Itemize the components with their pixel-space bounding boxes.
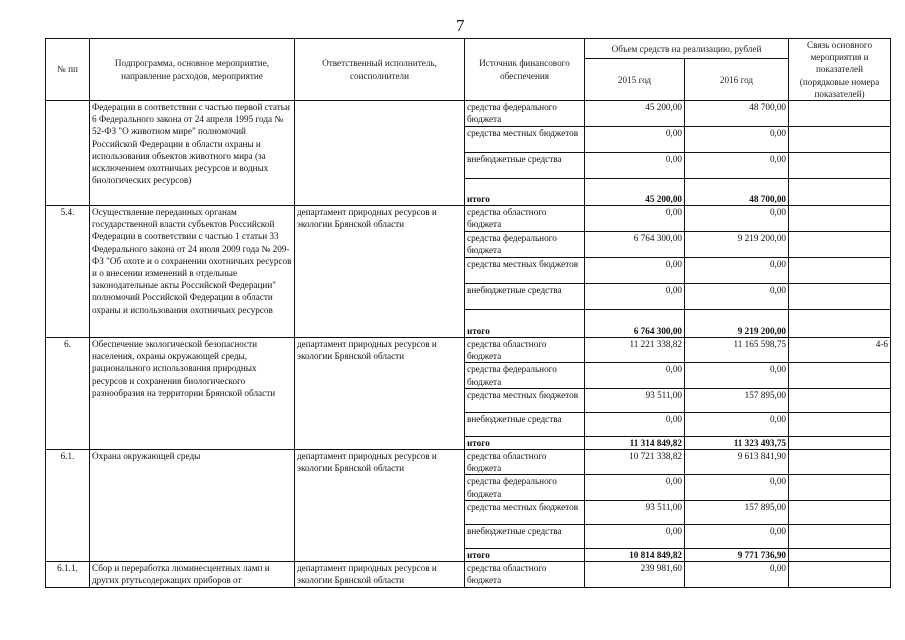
item-description: Сбор и переработка люминесцентных ламп и других ртутьсодержащих приборов от — [90, 562, 295, 588]
indicator-link — [789, 450, 891, 475]
indicator-link — [789, 127, 891, 153]
item-number: 6.1. — [46, 450, 90, 562]
indicator-link: 4-6 — [789, 338, 891, 363]
item-description: Федерации в соответствии с частью первой статьи 6 Федерального закона от 24 апреля 1995 года № 52-ФЗ "О животном мире" полномочий Российской Федерации в области охраны и использования объектов животного мира (за исключением охотничьих ресурсов и водных биологических ресурсов) — [90, 101, 295, 206]
indicator-link — [789, 500, 891, 524]
amount-2016: 48 700,00 — [685, 179, 789, 206]
header-link: Связь основного мероприятия и показателей (порядковые номера показателей) — [789, 39, 891, 101]
amount-2016: 0,00 — [685, 412, 789, 436]
amount-2015: 45 200,00 — [585, 101, 685, 127]
indicator-link — [789, 179, 891, 206]
funding-source: средства местных бюджетов — [465, 258, 585, 284]
item-executor: департамент природных ресурсов и экологии Брянской области — [295, 562, 465, 588]
header-2016: 2016 год — [685, 59, 789, 101]
table-row — [46, 101, 891, 127]
indicator-link — [789, 562, 891, 588]
funding-source: средства областного бюджета — [465, 338, 585, 363]
item-number: 6. — [46, 338, 90, 450]
amount-2016: 0,00 — [685, 127, 789, 153]
indicator-link — [789, 284, 891, 310]
amount-2015: 45 200,00 — [585, 179, 685, 206]
indicator-link — [789, 101, 891, 127]
amount-2016: 0,00 — [685, 258, 789, 284]
funding-source: средства федерального бюджета — [465, 475, 585, 500]
amount-2015: 0,00 — [585, 127, 685, 153]
page-number: 7 — [456, 16, 465, 35]
item-executor — [295, 101, 465, 206]
funding-source: средства федерального бюджета — [465, 232, 585, 258]
amount-2015: 10 721 338,82 — [585, 450, 685, 475]
amount-2015: 0,00 — [585, 153, 685, 179]
header-num: № пп — [46, 39, 90, 101]
item-executor: департамент природных ресурсов и экологии Брянской области — [295, 450, 465, 562]
amount-2016: 0,00 — [685, 524, 789, 548]
indicator-link — [789, 388, 891, 412]
amount-2016: 11 323 493,75 — [685, 436, 789, 449]
funding-source: средства областного бюджета — [465, 206, 585, 232]
amount-2016: 0,00 — [685, 284, 789, 310]
amount-2015: 0,00 — [585, 284, 685, 310]
amount-2015: 11 221 338,82 — [585, 338, 685, 363]
indicator-link — [789, 475, 891, 500]
amount-2015: 0,00 — [585, 258, 685, 284]
indicator-link — [789, 548, 891, 561]
item-executor: департамент природных ресурсов и экологии Брянской области — [295, 206, 465, 338]
amount-2016: 48 700,00 — [685, 101, 789, 127]
amount-2015: 93 511,00 — [585, 388, 685, 412]
indicator-link — [789, 436, 891, 449]
funding-source: внебюджетные средства — [465, 284, 585, 310]
funding-source: средства областного бюджета — [465, 562, 585, 588]
item-description: Обеспечение экологической безопасности населения, охраны окружающей среды, рационального использования природных ресурсов и сохранения биологического разнообразия на территории Брянской области — [90, 338, 295, 450]
amount-2015: 0,00 — [585, 475, 685, 500]
amount-2016: 0,00 — [685, 206, 789, 232]
amount-2015: 0,00 — [585, 412, 685, 436]
indicator-link — [789, 363, 891, 388]
item-number: 6.1.1. — [46, 562, 90, 588]
indicator-link — [789, 524, 891, 548]
item-executor: департамент природных ресурсов и экологии Брянской области — [295, 338, 465, 450]
indicator-link — [789, 310, 891, 338]
funding-source: средства областного бюджета — [465, 450, 585, 475]
indicator-link — [789, 153, 891, 179]
total-label: итого — [465, 179, 585, 206]
indicator-link — [789, 206, 891, 232]
amount-2016: 9 771 736,90 — [685, 548, 789, 561]
funding-source: средства федерального бюджета — [465, 101, 585, 127]
funding-source: средства местных бюджетов — [465, 127, 585, 153]
total-label: итого — [465, 310, 585, 338]
funding-source: средства местных бюджетов — [465, 500, 585, 524]
funding-source: средства федерального бюджета — [465, 363, 585, 388]
total-label: итого — [465, 548, 585, 561]
item-description: Осуществление переданных органам государственной власти субъектов Российской Федерации в соответствии с частью 1 статьи 33 Федерального закона от 24 июля 2009 года № 209-ФЗ "Об охоте и о сохранении охотничьих ресурсов и о внесении изменений в отдельные законодательные акты Российской Федерации" полномочий Российской Федерации в области охраны и использования охотничьих ресурсов — [90, 206, 295, 338]
header-2015: 2015 год — [585, 59, 685, 101]
table-body — [46, 101, 891, 588]
item-number — [46, 101, 90, 206]
amount-2016: 157 895,00 — [685, 388, 789, 412]
table-row — [46, 338, 891, 363]
indicator-link — [789, 412, 891, 436]
amount-2015: 6 764 300,00 — [585, 310, 685, 338]
header-source: Источник финансового обеспечения — [465, 39, 585, 101]
amount-2015: 239 981,60 — [585, 562, 685, 588]
amount-2016: 0,00 — [685, 475, 789, 500]
funding-source: средства местных бюджетов — [465, 388, 585, 412]
amount-2016: 0,00 — [685, 153, 789, 179]
header-executor: Ответственный исполнитель, соисполнители — [295, 39, 465, 101]
amount-2015: 0,00 — [585, 524, 685, 548]
amount-2015: 6 764 300,00 — [585, 232, 685, 258]
table-row — [46, 206, 891, 232]
item-description: Охрана окружающей среды — [90, 450, 295, 562]
amount-2015: 93 511,00 — [585, 500, 685, 524]
budget-table — [45, 38, 891, 588]
indicator-link — [789, 258, 891, 284]
table-row — [46, 450, 891, 475]
funding-source: внебюджетные средства — [465, 412, 585, 436]
header-volume: Объем средств на реализацию, рублей — [585, 39, 789, 59]
indicator-link — [789, 232, 891, 258]
amount-2016: 11 165 598,75 — [685, 338, 789, 363]
amount-2016: 9 219 200,00 — [685, 310, 789, 338]
total-label: итого — [465, 436, 585, 449]
amount-2016: 157 895,00 — [685, 500, 789, 524]
amount-2016: 0,00 — [685, 363, 789, 388]
amount-2016: 9 219 200,00 — [685, 232, 789, 258]
table-row — [46, 562, 891, 588]
item-number: 5.4. — [46, 206, 90, 338]
amount-2015: 0,00 — [585, 206, 685, 232]
amount-2015: 11 314 849,82 — [585, 436, 685, 449]
amount-2016: 0,00 — [685, 562, 789, 588]
header-program: Подпрограмма, основное мероприятие, направление расходов, мероприятие — [90, 39, 295, 101]
funding-source: внебюджетные средства — [465, 524, 585, 548]
amount-2015: 10 814 849,82 — [585, 548, 685, 561]
amount-2016: 9 613 841,90 — [685, 450, 789, 475]
funding-source: внебюджетные средства — [465, 153, 585, 179]
amount-2015: 0,00 — [585, 363, 685, 388]
